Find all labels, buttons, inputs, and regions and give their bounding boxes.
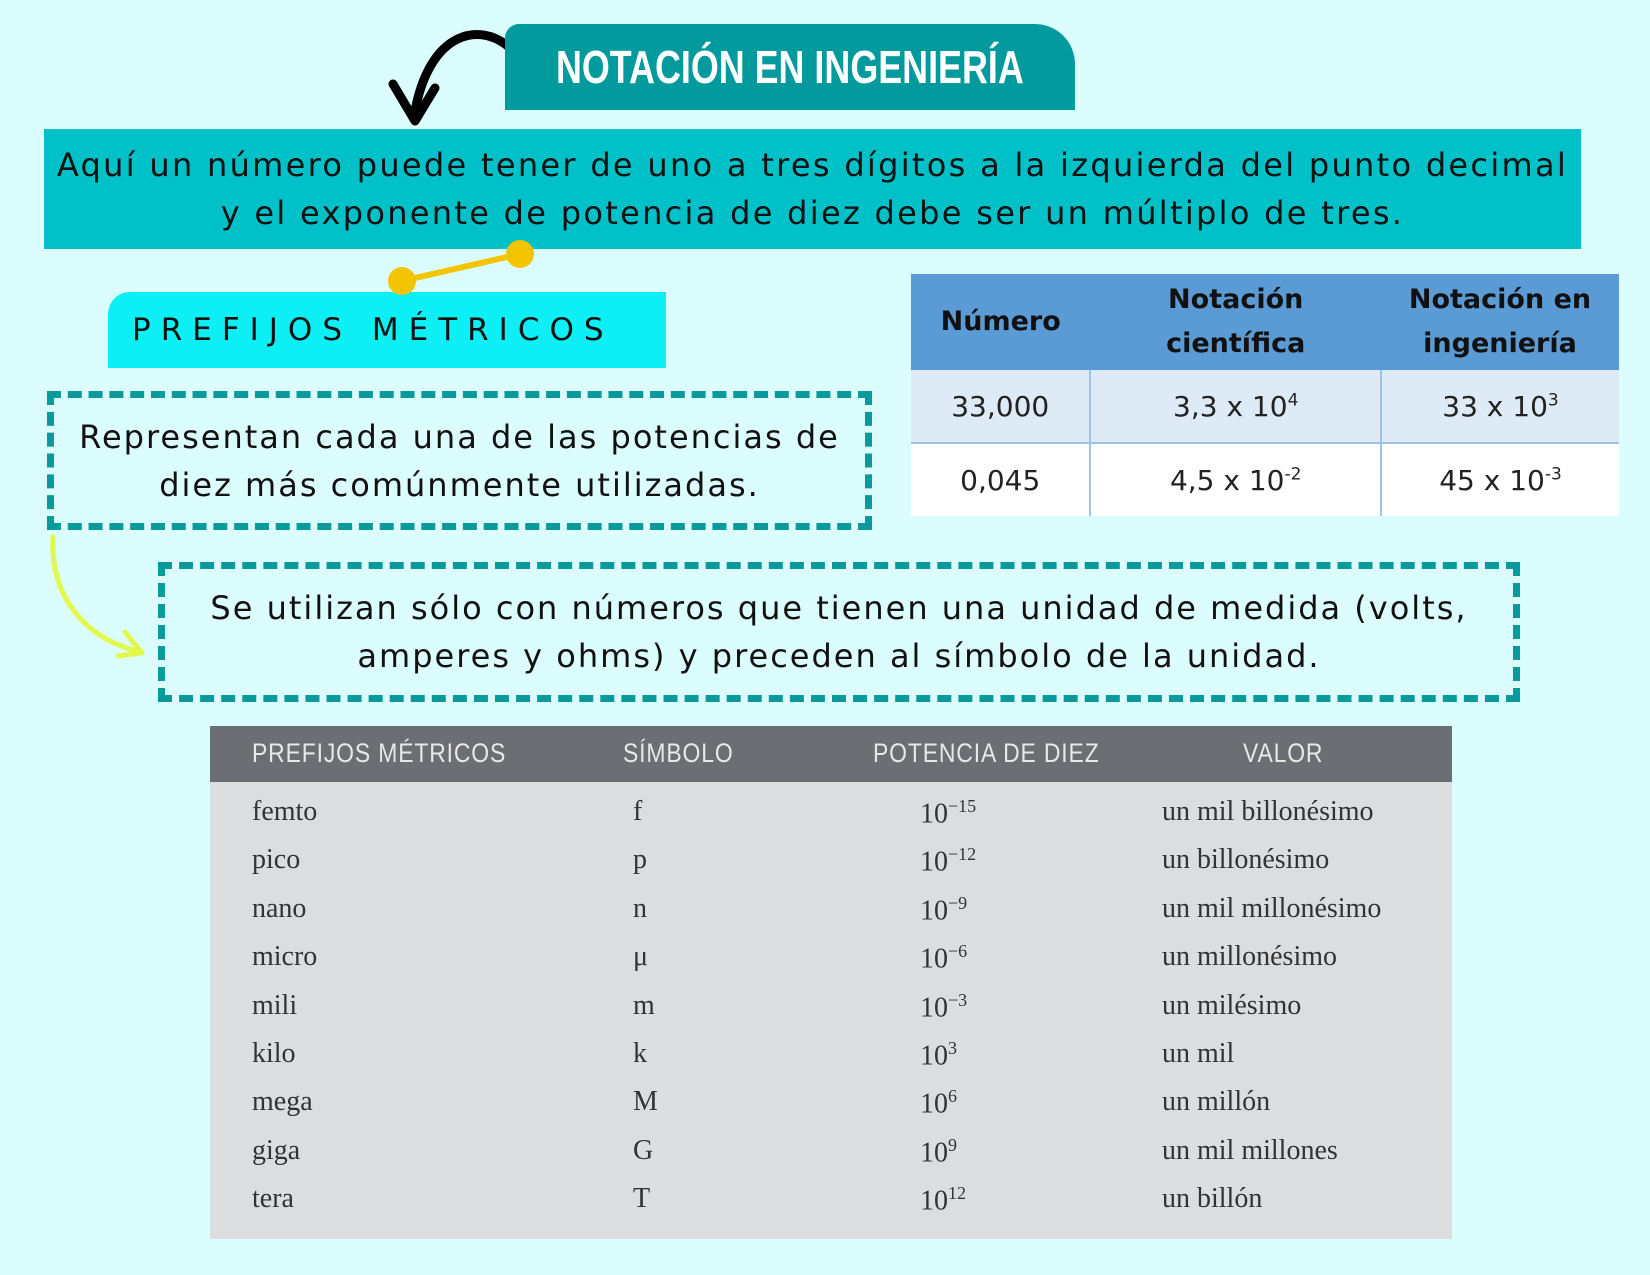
base: 4,5 x 10: [1169, 463, 1285, 497]
exponent: −12: [948, 844, 977, 865]
prefix-label-text: PREFIJOS MÉTRICOS: [132, 312, 614, 348]
base: 45 x 10: [1439, 463, 1545, 497]
header-value: VALOR: [1243, 738, 1324, 768]
table-row: [210, 1129, 1452, 1177]
base: 3,3 x 10: [1173, 389, 1288, 423]
value-cell: un mil: [1162, 1038, 1235, 1069]
header-prefix: PREFIJOS MÉTRICOS: [252, 738, 507, 768]
exponent: 12: [948, 1183, 966, 1204]
description-box-2: [158, 562, 1520, 702]
table-row: [210, 935, 1452, 983]
scientific-cell: [1090, 443, 1381, 516]
exponent: −15: [948, 796, 977, 816]
base: 10: [920, 1088, 948, 1120]
value-cell: un millonésimo: [1162, 941, 1337, 973]
value-cell: un billón: [1162, 1183, 1263, 1215]
table-row: [210, 984, 1452, 1032]
base: 10: [920, 846, 948, 878]
exponent: 6: [948, 1086, 957, 1107]
symbol-cell: n: [633, 892, 647, 924]
power-cell: [920, 893, 967, 927]
power-cell: [920, 990, 967, 1024]
exponent: 9: [948, 1134, 957, 1155]
prefix-cell: pico: [252, 844, 301, 876]
power-cell: [920, 844, 976, 878]
power-cell: [920, 796, 976, 830]
value-cell: un mil millones: [1162, 1134, 1338, 1166]
power-cell: [920, 1183, 966, 1217]
value-cell: un mil millonésimo: [1162, 892, 1382, 924]
table-row: [911, 443, 1619, 516]
header-cell: Número: [911, 274, 1090, 370]
page-title: NOTACIÓN EN INGENIERÍA: [556, 41, 1024, 93]
exponent: −3: [948, 989, 968, 1010]
description-text-2: Se utilizan sólo con números que tienen una unidad de medida (volts, amperes y ohms) y preceden al símbolo de la unidad.: [210, 589, 1468, 675]
base: 10: [920, 895, 948, 927]
base: 10: [920, 943, 948, 975]
table-row: [210, 790, 1452, 838]
base: 10: [920, 991, 948, 1023]
prefix-label: [108, 292, 666, 368]
exponent: −6: [948, 941, 968, 962]
prefix-cell: mili: [252, 989, 298, 1021]
value-cell: un mil billonésimo: [1162, 796, 1374, 827]
exponent: −9: [948, 892, 968, 913]
table-row: [210, 838, 1452, 886]
base: 10: [920, 798, 948, 830]
symbol-cell: G: [633, 1134, 654, 1166]
symbol-cell: f: [633, 796, 643, 827]
intro-box: [44, 129, 1581, 249]
exponent: 4: [1287, 390, 1299, 411]
engineering-cell: [1381, 443, 1619, 516]
prefix-cell: kilo: [252, 1038, 296, 1069]
symbol-cell: μ: [633, 941, 649, 973]
power-cell: [920, 1086, 957, 1120]
table-header-row: [911, 274, 1619, 370]
exponent: -3: [1544, 464, 1562, 485]
power-cell: [920, 1038, 957, 1072]
prefix-table: [210, 726, 1452, 1239]
description-box-1: [47, 391, 872, 530]
table-row: [210, 1177, 1452, 1225]
prefix-cell: femto: [252, 796, 318, 827]
table-row: [210, 1032, 1452, 1080]
symbol-cell: p: [633, 844, 647, 876]
number-cell: 33,000: [911, 370, 1090, 443]
symbol-cell: T: [633, 1183, 651, 1215]
base: 33 x 10: [1442, 389, 1548, 423]
curved-arrow-icon: [385, 26, 515, 126]
notation-table: [911, 274, 1619, 516]
power-cell: [920, 941, 967, 975]
power-cell: [920, 1135, 957, 1169]
symbol-cell: k: [633, 1038, 647, 1069]
header-power: POTENCIA DE DIEZ: [873, 738, 1100, 768]
engineering-cell: [1381, 370, 1619, 443]
prefix-cell: giga: [252, 1134, 301, 1166]
value-cell: un milésimo: [1162, 989, 1302, 1021]
exponent: 3: [948, 1038, 957, 1058]
symbol-cell: m: [633, 989, 655, 1021]
scientific-cell: [1090, 370, 1381, 443]
value-cell: un millón: [1162, 1086, 1271, 1118]
header-symbol: SÍMBOLO: [623, 738, 734, 768]
exponent: -2: [1284, 464, 1302, 485]
description-text-1: Representan cada una de las potencias de diez más comúnmente utilizadas.: [79, 417, 840, 504]
base: 10: [920, 1137, 948, 1169]
number-cell: 0,045: [911, 443, 1090, 516]
prefix-cell: tera: [252, 1183, 294, 1215]
curved-arrow-green-icon: [40, 532, 160, 662]
table-row: [911, 370, 1619, 443]
title-banner: [505, 24, 1075, 110]
header-cell: Notación científica: [1090, 274, 1381, 370]
base: 10: [920, 1040, 948, 1072]
intro-text: Aquí un número puede tener de uno a tres dígitos a la izquierda del punto decimal y el exponente de potencia de diez debe ser un múltiplo de tres.: [56, 146, 1569, 232]
prefix-table-header: [210, 726, 1452, 782]
prefix-cell: mega: [252, 1086, 313, 1118]
exponent: 3: [1547, 390, 1559, 411]
connector-icon: [385, 238, 540, 298]
prefix-cell: nano: [252, 892, 307, 924]
header-cell: Notación en ingeniería: [1381, 274, 1619, 370]
prefix-cell: micro: [252, 941, 318, 973]
table-row: [210, 887, 1452, 935]
table-row: [210, 1080, 1452, 1128]
value-cell: un billonésimo: [1162, 844, 1330, 876]
symbol-cell: M: [633, 1086, 658, 1118]
base: 10: [920, 1185, 948, 1217]
